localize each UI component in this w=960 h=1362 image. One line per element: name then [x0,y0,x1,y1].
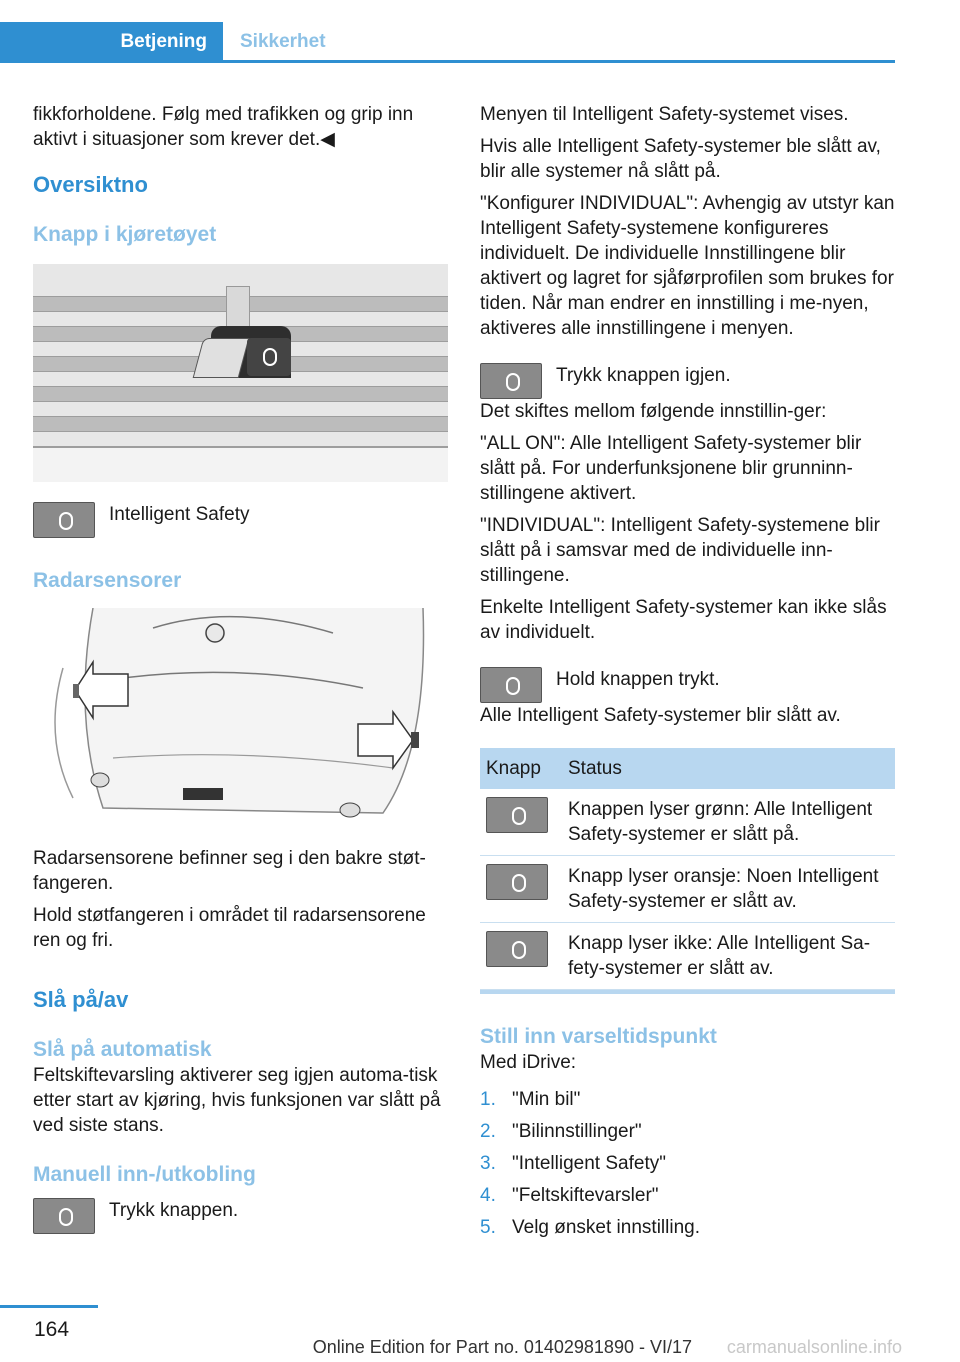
press-again-row [480,363,895,399]
status-off: Knapp lyser ikke: Alle Intelligent Sa-fety-systemer er slått av. [562,923,895,990]
tab-sikkerhet[interactable]: Sikkerhet [240,31,326,52]
intelligent-safety-icon [33,502,95,538]
table-header-status: Status [562,748,895,789]
heading-button: Knapp i kjøretøyet [33,223,217,246]
button-off-icon [486,931,548,967]
intro-text: fikkforholdene. Følg med trafikken og grip inn aktivt i situasjoner som krever det.◀ [33,104,414,150]
intelligent-safety-icon [33,1198,95,1234]
steps-list [480,1087,895,1240]
heading-manual: Manuell inn-/utkobling [33,1163,256,1186]
heading-warning-time: Still inn varseltidspunkt [480,1025,717,1048]
table-header-knapp: Knapp [480,748,562,789]
radar-text-1: Radarsensorene befinner seg i den bakre støt-fangeren. [33,848,426,894]
switch-text: Det skiftes mellom følgende innstillin-ger: [480,401,827,422]
tab-betjening[interactable]: Betjening [0,22,223,60]
intelligent-safety-icon [480,667,542,703]
intelligent-safety-icon [480,363,542,399]
page-number: 164 [34,1318,70,1341]
table-end-rule [480,990,895,994]
status-table [480,748,895,990]
left-column [33,102,448,1234]
auto-text: Feltskiftevarsling aktiverer seg igjen automa-tisk etter start av kjøring, hvis funksjonen var slått på ved siste stans. [33,1065,441,1136]
button-green-icon [486,797,548,833]
press-again-text: Trykk knappen igjen. [556,365,731,386]
table-row [480,789,895,856]
status-green: Knappen lyser grønn: Alle Intelligent Safety-systemer er slått på. [562,789,895,856]
configure-text: "Konfigurer INDIVIDUAL": Avhengig av utstyr kan Intelligent Safety-systemene konfigureres individuelt. De individuelle Innstillingene blir aktivert og lagret for sjåførprofilen som brukes for tiden. Når man endrer en innstilling i me-nyen, aktiveres alle innstillingene i menyen. [480,193,895,339]
all-off-text: Hvis alle Intelligent Safety-systemer ble slått av, blir alle systemer nå slått på. [480,136,881,182]
table-row [480,856,895,923]
button-orange-icon [486,864,548,900]
menu-text: Menyen til Intelligent Safety-systemet vises. [480,104,849,125]
header-tabs [0,22,895,63]
hold-text: Hold knappen trykt. [556,669,720,690]
heading-on-off: Slå på/av [33,987,129,1012]
safety-button-icon [247,338,291,376]
heading-overview: Oversiktno [33,172,148,197]
watermark: carmanualsonline.info [726,1337,902,1357]
footer-rule [0,1305,98,1308]
heading-auto: Slå på automatisk [33,1038,212,1061]
rear-bumper-drawing [33,608,448,826]
note-text: Enkelte Intelligent Safety-systemer kan ikke slås av individuelt. [480,597,887,643]
manual-row [33,1198,448,1234]
radar-text-2: Hold støtfangeren i området til radarsensorene ren og fri. [33,905,426,951]
list-item: 2. "Bilinnstillinger" [480,1121,642,1142]
list-item: 3. "Intelligent Safety" [480,1153,666,1174]
list-item: 1. "Min bil" [480,1089,581,1110]
individual-text: "INDIVIDUAL": Intelligent Safety-systemene blir slått på i samsvar med de individuelle inn-stillingene. [480,515,880,586]
heading-radar: Radarsensorer [33,569,182,592]
list-item: 5. Velg ønsket innstilling. [480,1217,700,1238]
button-legend [33,502,448,538]
status-orange: Knapp lyser oransje: Noen Intelligent Safety-systemer er slått av. [562,856,895,923]
list-item: 4. "Feltskiftevarsler" [480,1185,659,1206]
table-row [480,923,895,990]
edition-text: Online Edition for Part no. 01402981890 - VI/17 [312,1337,692,1357]
all-on-text: "ALL ON": Alle Intelligent Safety-systemer blir slått på. For underfunksjonene blir grunninn-stillingene aktivert. [480,433,862,504]
hold-row [480,667,895,703]
hold-result-text: Alle Intelligent Safety-systemer blir slått av. [480,705,841,726]
grille-image [33,264,448,482]
manual-text: Trykk knappen. [109,1200,239,1221]
idrive-text: Med iDrive: [480,1052,577,1073]
right-column [480,102,895,1247]
button-caption: Intelligent Safety [109,504,250,525]
rear-bumper-image [33,608,448,826]
